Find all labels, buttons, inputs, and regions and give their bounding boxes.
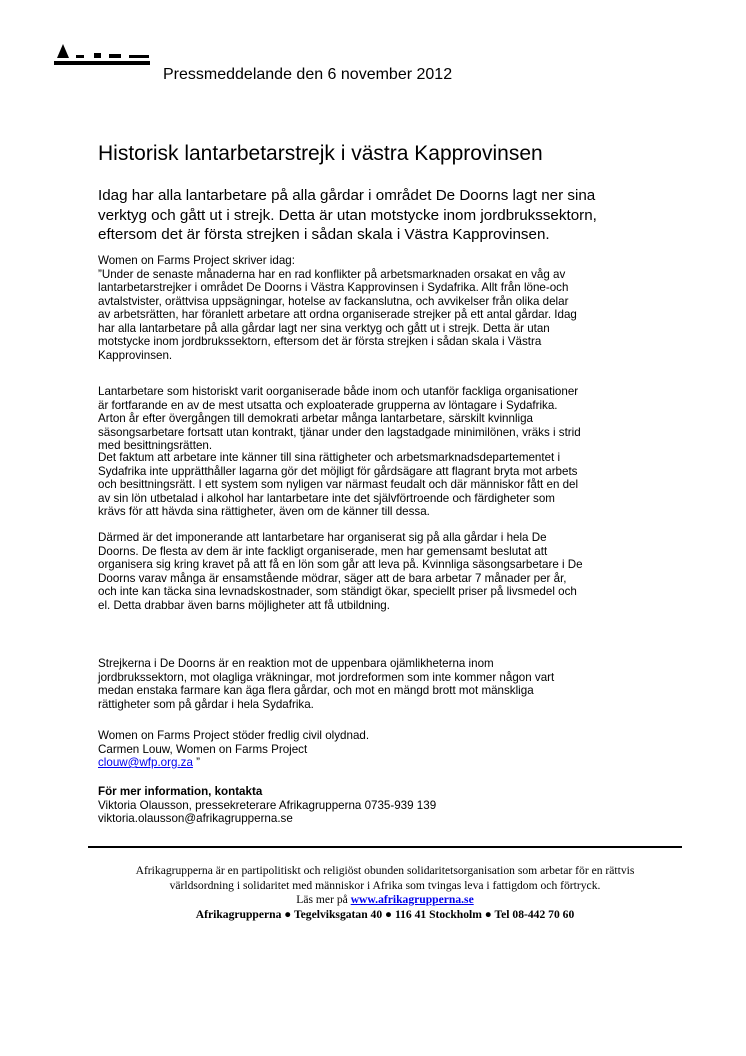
text-line: Sydafrika inte upprätthåller lagarna gör det möjligt för gårdsägare att flagrant bryta mot arbets — [98, 464, 578, 478]
paragraph-5 — [98, 657, 554, 711]
text-line: Doorns. De flesta av dem är inte fackligt organiserade, men har gemensamt beslutat att — [98, 544, 548, 558]
intro-paragraph — [98, 186, 597, 245]
footer-line: Afrikagrupperna är en partipolitiskt och religiöst obunden solidaritetsorganisation som arbetar för en rättvis — [135, 864, 635, 877]
text-line: Kapprovinsen. — [98, 348, 173, 362]
press-release-date: Pressmeddelande den 6 november 2012 — [163, 66, 453, 83]
text-line: och inte kan täcka sina levnadskostnader, som ständigt ökar, speciellt priser på livsmedel och — [98, 585, 577, 598]
text-line: Lantarbetare som historiskt varit oorganiserade både inom och utanför fackliga organisationer — [98, 385, 579, 398]
text-line: är fortfarande en av de mest utsatta och exploaterade grupperna av löntagare i Sydafrika. — [98, 398, 558, 412]
text-line: el. Detta drabbar även barns möjligheter att få utbildning. — [98, 598, 390, 612]
text-line: motstycke inom jordbrukssektorn, eftersom det är första strejken i sådan skala i Västra — [98, 335, 542, 348]
footer — [88, 864, 682, 922]
text-line: har alla lantarbetare på alla gårdar lagt ner sina verktyg och gått ut i strejk. Detta är utan — [98, 321, 550, 335]
contact-block — [98, 785, 436, 826]
text-line: Strejkerna i De Doorns är en reaktion mot de uppenbara ojämlikheterna inom — [98, 657, 494, 670]
text-line: säsongsarbetare fortsatt utan kontrakt, tjänar under den lagstadgade minimilönen, vräks i strid — [98, 425, 581, 439]
intro-line: Idag har alla lantarbetare på alla gårdar i området De Doorns lagt ner sina — [98, 187, 596, 204]
text-line: och besittningsrätt. I ett system som nyligen var närmast feudalt och där människor fått en del — [98, 478, 579, 491]
text-line: krävs för att hävda sina rättigheter, även om de känner till dessa. — [98, 505, 430, 518]
intro-line: verktyg och gått ut i strejk. Detta är utan motstycke inom jordbrukssektorn, — [98, 206, 597, 224]
text-line: av arbetsrätten, har föranlett arbetare att ordna organiserade strejker på ett antal gårdar. Idag — [98, 308, 577, 321]
email-link[interactable]: clouw@wfp.org.za — [98, 756, 193, 769]
intro-line: eftersom det är första strejken i sådan skala i Västra Kapprovinsen. — [98, 226, 550, 243]
footer-divider — [88, 846, 682, 848]
text-line: jordbrukssektorn, mot olagliga vräkningar, mot jordreformen som inte kommer någon vart — [98, 670, 555, 684]
text-line: Women on Farms Project stöder fredlig civil olydnad. — [98, 729, 370, 742]
quote-mark: ” — [192, 756, 200, 769]
website-link[interactable]: www.afrikagrupperna.se — [350, 893, 474, 906]
closing-block — [98, 729, 369, 770]
paragraph-4 — [98, 531, 583, 612]
paragraph-1 — [98, 254, 577, 362]
text-line: Därmed är det imponerande att lantarbetare har organiserat sig på alla gårdar i hela De — [98, 531, 547, 544]
paragraph-3 — [98, 451, 578, 519]
read-more-label: Läs mer på — [296, 893, 351, 906]
page-title: Historisk lantarbetarstrejk i västra Kapprovinsen — [98, 142, 543, 165]
text-line: med besittningsrätten. — [98, 439, 213, 452]
contact-line: Viktoria Olausson, pressekreterare Afrikagrupperna 0735-939 139 — [98, 798, 437, 812]
text-line: avtalstvister, orättvisa uppsägningar, hotelse av fackanslutna, och avvikelser från olika delar — [98, 294, 569, 308]
paragraph-2 — [98, 385, 581, 453]
afrikagrupperna-logo — [54, 44, 152, 70]
text-line: Doorns varav många är ensamstående mödrar, säger att de bara arbetar 7 månader per år, — [98, 571, 567, 585]
text-line: Carmen Louw, Women on Farms Project — [98, 742, 308, 756]
text-line: lantarbetarstrejker i området De Doorns i Västra Kapprovinsen i Sydafrika. Allt från löne-och — [98, 281, 569, 294]
text-line: organisera sig kring kravet på att få en lön som går att leva på. Kvinnliga säsongsarbetare i De — [98, 558, 583, 571]
text-line: Arton år efter övergången till demokrati arbetar många lantarbetare, särskilt kvinnliga — [98, 412, 533, 425]
text-line: ”Under de senaste månaderna har en rad konflikter på arbetsmarknaden orsakat en våg av — [98, 267, 566, 281]
text-line: Women on Farms Project skriver idag: — [98, 254, 295, 267]
contact-heading: För mer information, kontakta — [98, 785, 263, 798]
text-line: Det faktum att arbetare inte känner till sina rättigheter och arbetsmarknadsdepartementet i — [98, 451, 561, 464]
text-line: av sin lön utbetalad i alkohol har lantarbetare inte det självförtroende och färdigheter som — [98, 491, 555, 505]
footer-address: Afrikagrupperna ● Tegelviksgatan 40 ● 116 41 Stockholm ● Tel 08-442 70 60 — [195, 907, 575, 921]
contact-email: viktoria.olausson@afrikagrupperna.se — [98, 812, 293, 825]
text-line: rättigheter som på gårdar i hela Sydafrika. — [98, 697, 314, 711]
text-line: medan enstaka farmare kan äga flera gårdar, och mot en mängd brott mot mänskliga — [98, 684, 534, 697]
footer-line: världsordning i solidaritet med människor i Afrika som tvingas leva i fattigdom och förtryck. — [169, 878, 601, 892]
